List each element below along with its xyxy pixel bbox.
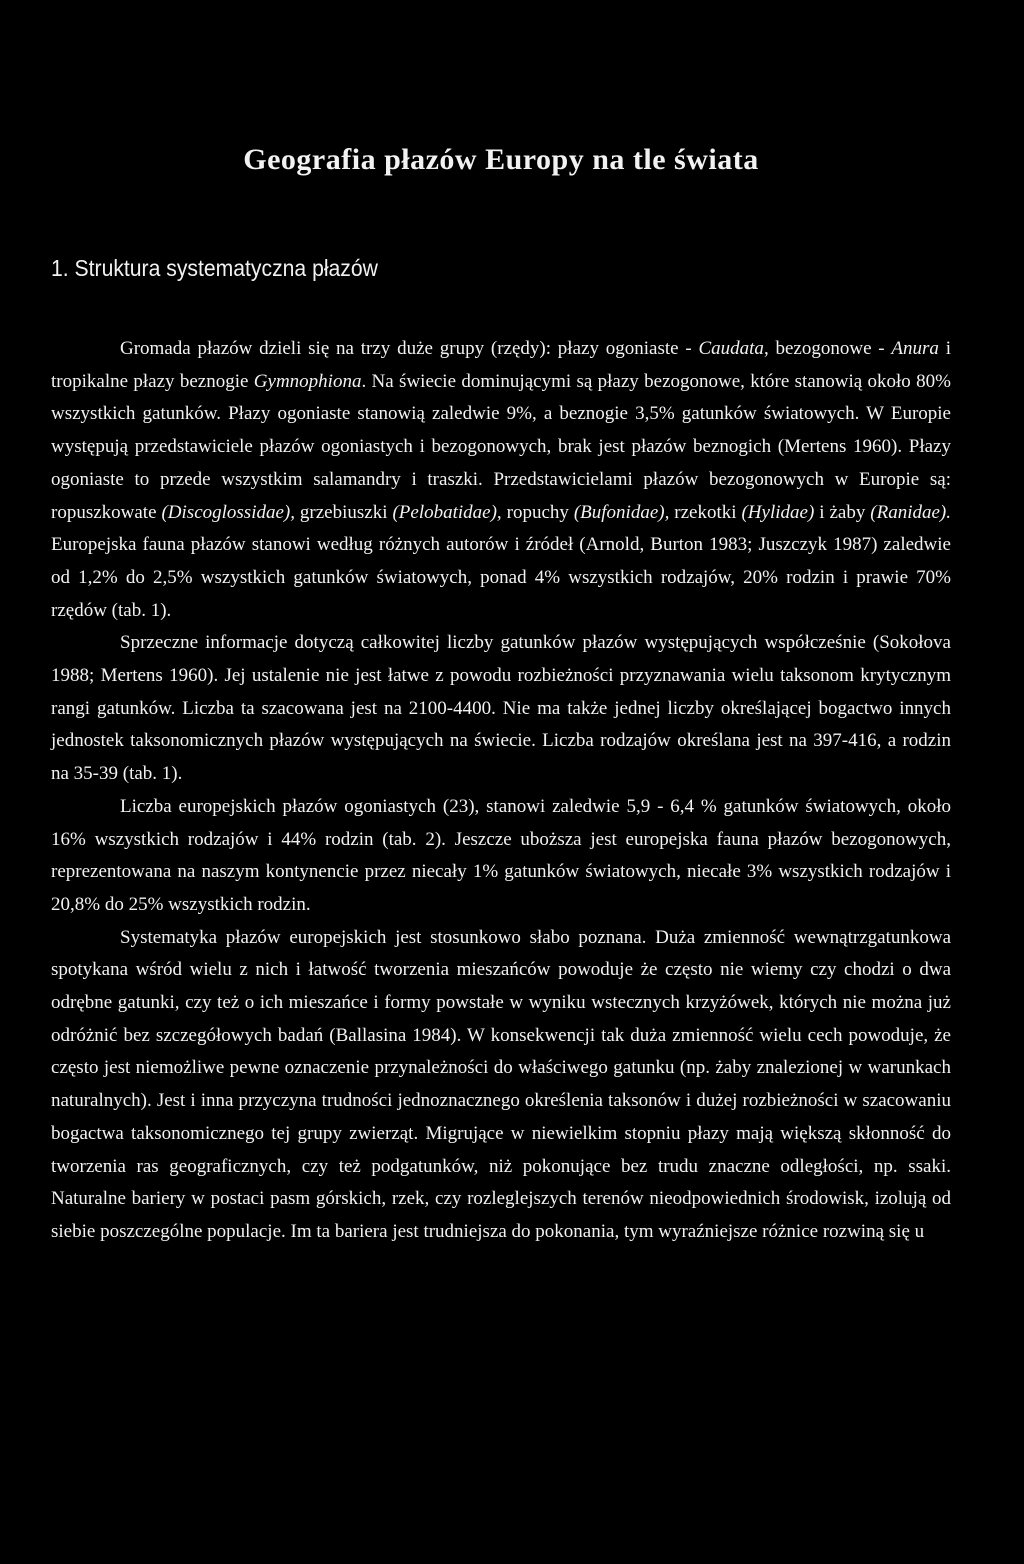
body-text	[51, 333, 951, 1249]
text-run: i żaby	[814, 501, 871, 523]
italic-run: (Discoglossidae),	[161, 501, 295, 523]
section-heading: 1. Struktura systematyczna płazów	[51, 255, 378, 281]
document-page	[51, 140, 951, 1249]
italic-run: (Ranidae).	[870, 501, 951, 523]
text-run: Gromada płazów dzieli się na trzy duże grupy (rzędy): płazy ogoniaste -	[120, 338, 699, 359]
italic-run: Caudata	[698, 338, 764, 359]
text-run: Europejska fauna płazów stanowi według różnych autorów i źródeł (Arnold, Burton 1983; Juszczyk 1987) zaledwie od 1,2% do 2,5% wszystkich gatunków światowych, ponad 4% wszystkich rodzajów, 20% rodzin i prawie 70% rzędów (tab. 1).	[51, 534, 951, 621]
text-run: rzekotki	[669, 501, 742, 523]
italic-run: (Pelobatidae),	[392, 501, 502, 523]
text-run: , bezogonowe -	[763, 338, 892, 359]
text-run: . Na świecie dominującymi są płazy bezogonowe, które stanowią około 80% wszystkich gatunków. Płazy ogoniaste stanowią zaledwie 9%, a beznogie 3,5% gatunków światowych. W Europie występują przedstawiciele płazów ogoniastych i bezogonowych, brak jest płazów beznogich (Mertens 1960). Płazy ogoniaste to przede wszystkim salamandry i traszki. Przedstawicielami płazów bezogonowych w Europie są: ropuszkowate	[51, 370, 951, 523]
italic-run: (Hylidae)	[741, 501, 815, 523]
text-run: grzebiuszki	[294, 501, 393, 523]
paragraph	[51, 627, 951, 791]
text-run: i tropikalne płazy beznogie	[51, 338, 951, 392]
paragraph	[51, 922, 951, 1249]
paragraph	[51, 791, 951, 922]
italic-run: Anura	[891, 338, 939, 359]
italic-run: (Bufonidae),	[573, 501, 670, 523]
text-run: ropuchy	[501, 501, 574, 523]
paragraph	[51, 333, 951, 627]
text-run: Liczba europejskich płazów ogoniastych (23), stanowi zaledwie 5,9 - 6,4 % gatunków światowych, około 16% wszystkich rodzajów i 44% rodzin (tab. 2). Jeszcze uboższa jest europejska fauna płazów bezogonowych, reprezentowana na naszym kontynencie przez niecały 1% gatunków światowych, niecałe 3% wszystkich rodzajów i 20,8% do 25% wszystkich rodzin.	[51, 795, 951, 915]
document-title: Geografia płazów Europy na tle świata	[243, 143, 759, 176]
text-run: Systematyka płazów europejskich jest stosunkowo słabo poznana. Duża zmienność wewnątrzgatunkowa spotykana wśród wielu z nich i łatwość tworzenia mieszańców powoduje że często nie wiemy czy chodzi o dwa odrębne gatunki, czy też o ich mieszańce i formy powstałe w wyniku wstecznych krzyżówek, których nie można już odróżnić bez szczegółowych badań (Ballasina 1984). W konsekwencji tak duża zmienność wielu cech powoduje, że często jest niemożliwe pewne oznaczenie przynależności do właściwego gatunku (np. żaby znalezionej w warunkach naturalnych). Jest i inna przyczyna trudności jednoznacznego określenia taksonów i dużej rozbieżności w szacowaniu bogactwa taksonomicznego tej grupy zwierząt. Migrujące w niewielkim stopniu płazy mają większą skłonność do tworzenia ras geograficznych, czy też podgatunków, niż pokonujące bez trudu znaczne odległości, np. ssaki. Naturalne bariery w postaci pasm górskich, rzek, czy rozleglejszych terenów nieodpowiednich środowisk, izolują od siebie poszczególne populacje. Im ta bariera jest trudniejsza do pokonania, tym wyraźniejsze różnice rozwiną się u	[51, 926, 951, 1242]
text-run: Sprzeczne informacje dotyczą całkowitej liczby gatunków płazów występujących współcześnie (Sokołova 1988; Mertens 1960). Jej ustalenie nie jest łatwe z powodu rozbieżności przyznawania wielu taksonom krytycznym rangi gatunków. Liczba ta szacowana jest na 2100-4400. Nie ma także jednej liczby określającej bogactwo innych jednostek taksonomicznych płazów występujących na świecie. Liczba rodzajów określana jest na 397-416, a rodzin na 35-39 (tab. 1).	[51, 632, 951, 785]
italic-run: Gymnophiona	[253, 370, 362, 392]
